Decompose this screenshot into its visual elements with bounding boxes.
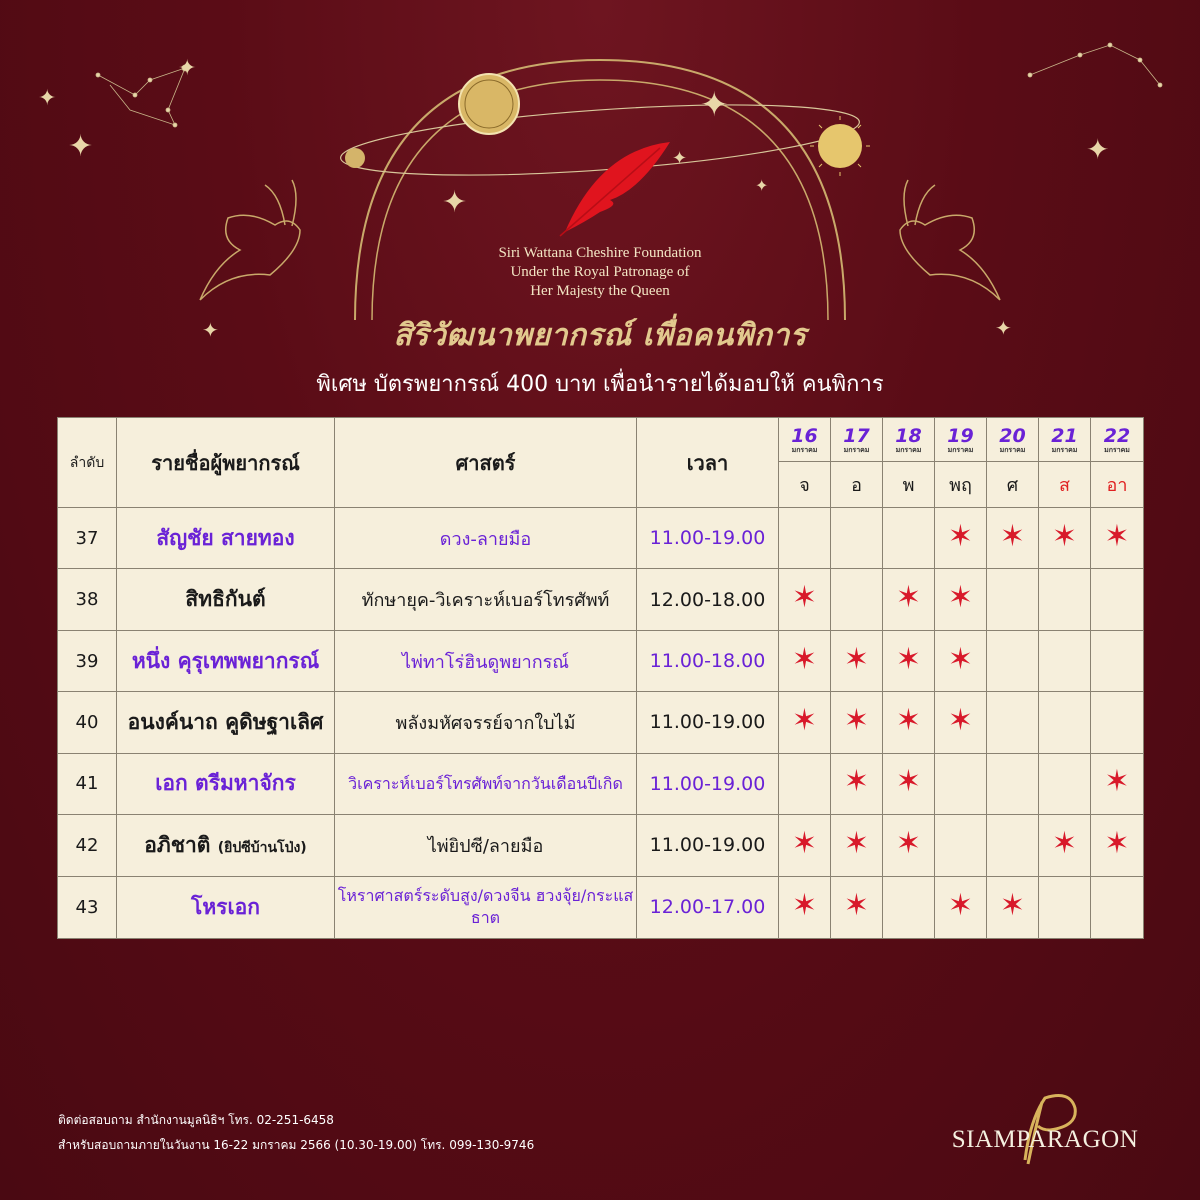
schedule-cell	[831, 815, 883, 876]
schedule-cell	[1039, 508, 1091, 569]
date-number: 16	[791, 424, 818, 447]
header-weekday-4: ศ	[987, 462, 1039, 508]
schedule-cell	[935, 508, 987, 569]
schedule-cell	[987, 753, 1039, 814]
schedule-cell	[935, 630, 987, 691]
row-number: 42	[58, 815, 117, 876]
date-number: 17	[843, 424, 870, 447]
schedule-cell	[1039, 876, 1091, 938]
schedule-cell	[1039, 815, 1091, 876]
reader-time: 12.00-18.00	[637, 569, 779, 630]
available-star-icon: ✶	[947, 887, 974, 923]
reader-name-text: โหรเอก	[191, 894, 260, 919]
schedule-cell	[1091, 569, 1144, 630]
reader-time: 12.00-17.00	[637, 876, 779, 938]
row-number: 43	[58, 876, 117, 938]
schedule-cell	[779, 753, 831, 814]
date-month: มกราคม	[1104, 445, 1130, 454]
footer-contact: ติดต่อสอบถาม สำนักงานมูลนิธิฯ โทร. 02-251-6458	[58, 1113, 334, 1127]
table-row	[58, 630, 1144, 691]
schedule-cell	[883, 630, 935, 691]
schedule-cell	[883, 753, 935, 814]
rabbit-left-icon	[200, 180, 300, 300]
schedule-cell	[779, 876, 831, 938]
schedule-cell	[987, 508, 1039, 569]
available-star-icon: ✶	[895, 580, 922, 616]
date-month: มกราคม	[843, 445, 870, 454]
schedule-cell	[987, 876, 1039, 938]
reader-name	[117, 569, 335, 630]
schedule-cell	[1091, 876, 1144, 938]
page-title: สิริวัฒนาพยากรณ์ เพื่อคนพิการ	[393, 318, 807, 353]
available-star-icon: ✶	[999, 887, 1026, 923]
schedule-table	[57, 417, 1144, 939]
schedule-cell	[883, 876, 935, 938]
available-star-icon: ✶	[999, 518, 1026, 554]
reader-time: 11.00-18.00	[637, 630, 779, 691]
schedule-cell	[883, 815, 935, 876]
schedule-cell	[779, 692, 831, 753]
header-science: ศาสตร์	[335, 418, 637, 508]
foundation-line1: Siri Wattana Cheshire Foundation	[498, 245, 702, 261]
sparkle-icon: ✦	[68, 129, 94, 164]
schedule-cell	[779, 630, 831, 691]
available-star-icon: ✶	[1051, 825, 1078, 861]
schedule-cell	[935, 876, 987, 938]
table-row	[58, 753, 1144, 814]
header-weekday-5: ส	[1039, 462, 1091, 508]
reader-name	[117, 508, 335, 569]
reader-time: 11.00-19.00	[637, 508, 779, 569]
schedule-cell	[1039, 630, 1091, 691]
available-star-icon: ✶	[947, 580, 974, 616]
schedule-cell	[1039, 692, 1091, 753]
foundation-line3: Her Majesty the Queen	[530, 283, 670, 299]
date-month: มกราคม	[947, 445, 974, 454]
table-row	[58, 815, 1144, 876]
reader-name-text: สิทธิกันต์	[185, 587, 266, 612]
schedule-cell	[831, 630, 883, 691]
date-number: 20	[999, 424, 1026, 447]
siam-paragon-logo	[950, 1090, 1140, 1170]
schedule-cell	[935, 569, 987, 630]
schedule-cell	[935, 692, 987, 753]
schedule-cell	[883, 569, 935, 630]
schedule-cell	[987, 569, 1039, 630]
available-star-icon: ✶	[895, 641, 922, 677]
available-star-icon: ✶	[791, 580, 818, 616]
schedule-cell	[883, 692, 935, 753]
sparkle-icon: ✦	[995, 316, 1012, 340]
reader-time: 11.00-19.00	[637, 815, 779, 876]
header-number: ลำดับ	[58, 418, 117, 508]
available-star-icon: ✶	[843, 641, 870, 677]
schedule-cell	[831, 692, 883, 753]
available-star-icon: ✶	[947, 518, 974, 554]
reader-science: ไพ่ทาโร่ฮินดูพยากรณ์	[335, 630, 637, 691]
available-star-icon: ✶	[1051, 518, 1078, 554]
rabbit-right-icon	[900, 180, 1000, 300]
reader-science: พลังมหัศจรรย์จากใบไม้	[335, 692, 637, 753]
available-star-icon: ✶	[1104, 764, 1130, 800]
date-month: มกราคม	[999, 445, 1026, 454]
header-date-6	[1091, 418, 1144, 462]
header-date-4	[987, 418, 1039, 462]
reader-science: โหราศาสตร์ระดับสูง/ดวงจีน ฮวงจุ้ย/กระแสธาต	[335, 876, 637, 938]
date-number: 21	[1051, 424, 1078, 447]
reader-name-text: อนงค์นาถ คูดิษฐาเลิศ	[127, 709, 324, 734]
reader-time: 11.00-19.00	[637, 753, 779, 814]
row-number: 37	[58, 508, 117, 569]
schedule-cell	[779, 569, 831, 630]
header-date-5	[1039, 418, 1091, 462]
available-star-icon: ✶	[791, 702, 818, 738]
available-star-icon: ✶	[1104, 825, 1130, 861]
reader-name	[117, 753, 335, 814]
sun-icon	[818, 124, 862, 168]
reader-name	[117, 876, 335, 938]
sparkle-icon: ✦	[442, 185, 468, 220]
schedule-cell	[1091, 815, 1144, 876]
foundation-name	[470, 244, 730, 301]
schedule-cell	[1091, 692, 1144, 753]
reader-nickname: (ยิปซีบ้านโป่ง)	[217, 839, 307, 856]
available-star-icon: ✶	[947, 702, 974, 738]
reader-name	[117, 815, 335, 876]
available-star-icon: ✶	[843, 702, 870, 738]
sparkle-icon: ✦	[700, 85, 729, 125]
table-row	[58, 508, 1144, 569]
schedule-cell	[1039, 753, 1091, 814]
schedule-cell	[1091, 508, 1144, 569]
available-star-icon: ✶	[791, 887, 818, 923]
header-weekday-3: พฤ	[935, 462, 987, 508]
footer-event-contact: สำหรับสอบถามภายในวันงาน 16-22 มกราคม 2566 (10.30-19.00) โทร. 099-130-9746	[58, 1138, 535, 1152]
logo-text: SIAMPARAGON	[951, 1126, 1139, 1153]
page-subtitle: พิเศษ บัตรพยากรณ์ 400 บาท เพื่อนำรายได้มอบให้ คนพิการ	[316, 372, 884, 397]
row-number: 39	[58, 630, 117, 691]
schedule-cell	[935, 753, 987, 814]
sparkle-icon: ✦	[178, 56, 197, 81]
reader-name-text: หนึ่ง คุรุเทพพยากรณ์	[131, 648, 320, 673]
header-date-0	[779, 418, 831, 462]
available-star-icon: ✶	[947, 641, 974, 677]
schedule-cell	[883, 508, 935, 569]
table-row	[58, 876, 1144, 938]
row-number: 38	[58, 569, 117, 630]
date-month: มกราคม	[895, 445, 922, 454]
schedule-cell	[1091, 753, 1144, 814]
available-star-icon: ✶	[895, 702, 922, 738]
available-star-icon: ✶	[843, 764, 870, 800]
header-weekday-6: อา	[1091, 462, 1144, 508]
schedule-rows	[58, 508, 1144, 939]
schedule-cell	[831, 569, 883, 630]
schedule-cell	[987, 815, 1039, 876]
date-number: 19	[947, 424, 974, 447]
header-date-2	[883, 418, 935, 462]
sparkle-icon: ✦	[202, 318, 219, 342]
reader-name-text: อภิชาติ	[144, 832, 211, 857]
reader-science: ไพ่ยิปซี/ลายมือ	[335, 815, 637, 876]
available-star-icon: ✶	[843, 825, 870, 861]
header-time: เวลา	[637, 418, 779, 508]
reader-name	[117, 630, 335, 691]
reader-name	[117, 692, 335, 753]
schedule-cell	[831, 753, 883, 814]
schedule-cell	[1091, 630, 1144, 691]
available-star-icon: ✶	[895, 764, 922, 800]
header-weekday-0: จ	[779, 462, 831, 508]
schedule-cell	[987, 692, 1039, 753]
schedule-cell	[1039, 569, 1091, 630]
row-number: 41	[58, 753, 117, 814]
schedule-cell	[779, 508, 831, 569]
header-date-1	[831, 418, 883, 462]
row-number: 40	[58, 692, 117, 753]
date-month: มกราคม	[1051, 445, 1078, 454]
sparkle-icon: ✦	[755, 176, 769, 195]
header-name: รายชื่อผู้พยากรณ์	[117, 418, 335, 508]
reader-time: 11.00-19.00	[637, 692, 779, 753]
reader-science: ดวง-ลายมือ	[335, 508, 637, 569]
available-star-icon: ✶	[791, 641, 818, 677]
foundation-line2: Under the Royal Patronage of	[510, 264, 690, 280]
schedule-cell	[935, 815, 987, 876]
schedule-cell	[779, 815, 831, 876]
schedule-cell	[831, 876, 883, 938]
reader-science: ทักษายุค-วิเคราะห์เบอร์โทรศัพท์	[335, 569, 637, 630]
schedule-cell	[987, 630, 1039, 691]
date-number: 18	[895, 424, 922, 447]
reader-name-text: สัญชัย สายทอง	[156, 525, 295, 550]
header-weekday-1: อ	[831, 462, 883, 508]
header-weekday-2: พ	[883, 462, 935, 508]
sparkle-icon: ✦	[672, 148, 688, 169]
available-star-icon: ✶	[1104, 518, 1130, 554]
sparkle-icon: ✦	[1086, 133, 1110, 166]
available-star-icon: ✶	[791, 825, 818, 861]
schedule-cell	[831, 508, 883, 569]
reader-name-text: เอก ตรีมหาจักร	[155, 771, 296, 796]
sparkle-icon: ✦	[38, 86, 57, 111]
available-star-icon: ✶	[843, 887, 870, 923]
table-row	[58, 692, 1144, 753]
header-row-dates	[58, 418, 1144, 462]
table-row	[58, 569, 1144, 630]
available-star-icon: ✶	[895, 825, 922, 861]
moon-icon	[459, 74, 519, 134]
date-month: มกราคม	[791, 445, 818, 454]
header-date-3	[935, 418, 987, 462]
reader-science: วิเคราะห์เบอร์โทรศัพท์จากวันเดือนปีเกิด	[335, 753, 637, 814]
date-number: 22	[1103, 424, 1131, 447]
